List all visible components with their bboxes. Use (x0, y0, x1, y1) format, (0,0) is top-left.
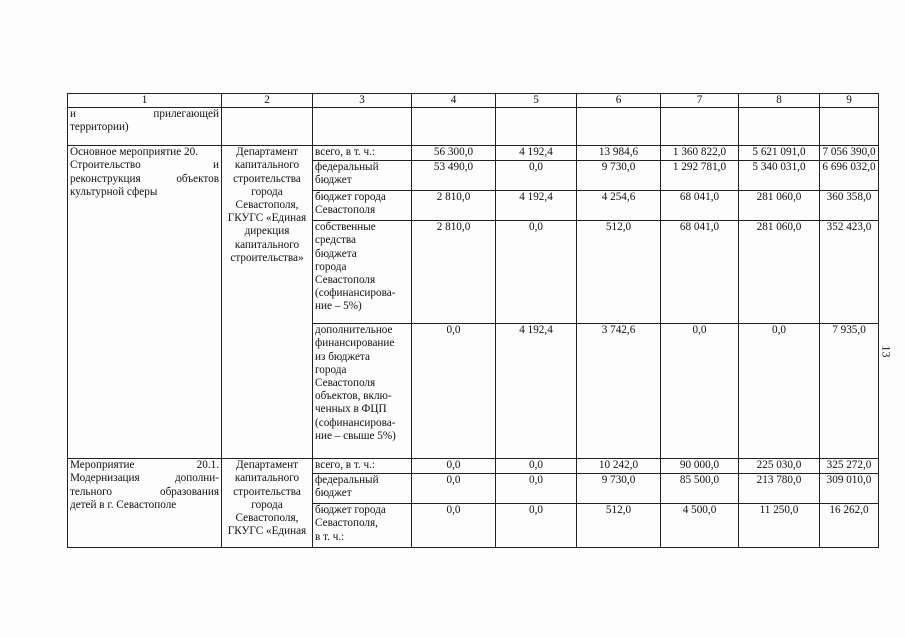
amount-cell: 0,0 (496, 504, 577, 548)
text-line: федеральный (315, 161, 379, 174)
text-line: дополнительное (315, 324, 393, 337)
amount-cell: 0,0 (496, 459, 577, 474)
text-line: бюджет (315, 174, 352, 187)
amount-cell: 68 041,0 (661, 191, 739, 221)
column-number-row (68, 94, 879, 108)
name-line (70, 159, 219, 172)
text-line: капитального (234, 159, 300, 172)
financing-table (67, 93, 879, 548)
text-line: города (251, 498, 283, 511)
name-word: объектов (176, 172, 219, 185)
funding-source-cell (313, 504, 412, 548)
text-line: культурной сферы (70, 185, 158, 198)
text-line: (софинансирова- (315, 416, 396, 429)
amount-cell: 352 423,0 (820, 221, 879, 324)
amount-cell: 4 192,4 (496, 146, 577, 161)
name-line (70, 459, 219, 472)
amount-cell: 16 262,0 (820, 504, 879, 548)
funding-source-cell (313, 161, 412, 191)
amount-cell: 360 358,0 (820, 191, 879, 221)
continuation-name-cell (68, 108, 222, 146)
event-name-cell (68, 146, 222, 459)
col-header: 1 (68, 94, 222, 108)
amount-cell: 4 500,0 (661, 504, 739, 548)
text-line: ченных в ФЦП (315, 403, 387, 416)
text-line: Департамент (235, 459, 299, 472)
text-line: всего, в т. ч.: (315, 459, 376, 472)
name-word: Основное мероприятие 20. (70, 146, 198, 159)
col-header: 2 (222, 94, 313, 108)
col-header: 4 (412, 94, 496, 108)
amount-cell: 0,0 (496, 221, 577, 324)
amount-cell: 309 010,0 (820, 474, 879, 504)
text-line: ГКУГС «Единая (227, 212, 307, 225)
page-number: 13 (879, 345, 894, 358)
name-word: Строительство (70, 159, 141, 172)
text-line: бюджет (315, 487, 352, 500)
text-line: строительства» (230, 251, 304, 264)
name-word: 20.1. (196, 459, 219, 472)
table-row (68, 146, 879, 161)
funding-source-cell (313, 474, 412, 504)
text-line: детей в г. Севастополе (70, 498, 177, 511)
text-line: строительства (233, 485, 301, 498)
text-line: города (315, 260, 347, 273)
name-word: реконструкция (70, 172, 141, 185)
name-line (70, 472, 219, 485)
text-line: капитального (234, 238, 300, 251)
amount-cell: 213 780,0 (739, 474, 820, 504)
col-header: 5 (496, 94, 577, 108)
amount-cell: 13 984,6 (577, 146, 661, 161)
amount-cell: 325 272,0 (820, 459, 879, 474)
text-line: из бюджета (315, 350, 370, 363)
text-line: бюджет города (315, 191, 386, 204)
text-line: города (251, 185, 283, 198)
amount-cell: 4 192,4 (496, 191, 577, 221)
text-line: всего, в т. ч.: (315, 146, 376, 159)
text-line: ние – свыше 5%) (315, 429, 396, 442)
amount-cell: 53 490,0 (412, 161, 496, 191)
amount-cell: 10 242,0 (577, 459, 661, 474)
text-line: Департамент (235, 146, 299, 159)
amount-cell: 4 192,4 (496, 324, 577, 459)
amount-cell: 0,0 (412, 459, 496, 474)
text-line: объектов, вклю- (315, 390, 392, 403)
amount-cell: 9 730,0 (577, 161, 661, 191)
text-line: капитального (234, 472, 300, 485)
name-word: тельного (70, 485, 113, 498)
amount-cell: 0,0 (412, 324, 496, 459)
text-line: средства (315, 234, 357, 247)
amount-cell: 5 621 091,0 (739, 146, 820, 161)
amount-cell: 11 250,0 (739, 504, 820, 548)
text-line: дирекция (244, 225, 290, 238)
amount-cell: 512,0 (577, 504, 661, 548)
amount-cell: 0,0 (412, 474, 496, 504)
name-line (70, 146, 219, 159)
amount-cell: 2 810,0 (412, 221, 496, 324)
amount-cell: 1 292 781,0 (661, 161, 739, 191)
text-line: Севастополя, (235, 512, 299, 525)
name-word: и (213, 159, 219, 172)
text-line: федеральный (315, 474, 379, 487)
amount-cell: 5 340 031,0 (739, 161, 820, 191)
name-line: территории) (70, 121, 129, 134)
text-line: Севастополя (315, 377, 376, 390)
text-line: Севастополя (315, 274, 376, 287)
col-header: 7 (661, 94, 739, 108)
text-line: финансирование (315, 337, 395, 350)
funding-source-cell (313, 459, 412, 474)
text-line: (софинансирова- (315, 287, 396, 300)
col-header: 9 (820, 94, 879, 108)
amount-cell: 0,0 (496, 161, 577, 191)
amount-cell: 9 730,0 (577, 474, 661, 504)
text-line: строительства (233, 172, 301, 185)
amount-cell: 0,0 (739, 324, 820, 459)
amount-cell: 0,0 (496, 474, 577, 504)
name-line (70, 173, 219, 186)
text-line: ГКУГС «Единая (227, 525, 307, 538)
table-row (68, 459, 879, 474)
col-header: 3 (313, 94, 412, 108)
funding-source-cell (313, 191, 412, 221)
text-line: Севастополя, (235, 199, 299, 212)
funding-source-cell (313, 146, 412, 161)
event-name-cell (68, 459, 222, 548)
amount-cell: 56 300,0 (412, 146, 496, 161)
amount-cell: 1 360 822,0 (661, 146, 739, 161)
amount-cell: 512,0 (577, 221, 661, 324)
amount-cell: 6 696 032,0 (820, 161, 879, 191)
amount-cell: 3 742,6 (577, 324, 661, 459)
amount-cell: 7 056 390,0 (820, 146, 879, 161)
amount-cell: 90 000,0 (661, 459, 739, 474)
amount-cell: 68 041,0 (661, 221, 739, 324)
name-word: образования (159, 485, 219, 498)
amount-cell: 7 935,0 (820, 324, 879, 459)
name-word: Модернизация (70, 472, 140, 485)
executor-cell (222, 146, 313, 459)
name-word: и (70, 108, 76, 121)
amount-cell: 281 060,0 (739, 221, 820, 324)
continuation-row (68, 108, 879, 146)
amount-cell: 281 060,0 (739, 191, 820, 221)
text-line: города (315, 363, 347, 376)
amount-cell: 85 500,0 (661, 474, 739, 504)
name-word: Мероприятие (70, 459, 135, 472)
text-line: бюджет города (315, 504, 386, 517)
text-line: Севастополя, (315, 517, 378, 530)
amount-cell: 2 810,0 (412, 191, 496, 221)
name-word: дополни- (174, 472, 219, 485)
executor-cell (222, 459, 313, 548)
text-line: бюджета (315, 247, 357, 260)
text-line: ние – 5%) (315, 300, 362, 313)
amount-cell: 0,0 (661, 324, 739, 459)
amount-cell: 0,0 (412, 504, 496, 548)
amount-cell: 4 254,6 (577, 191, 661, 221)
name-word: прилегающей (153, 108, 219, 121)
col-header: 8 (739, 94, 820, 108)
funding-source-cell (313, 221, 412, 324)
col-header: 6 (577, 94, 661, 108)
funding-source-cell (313, 324, 412, 459)
name-line (70, 486, 219, 499)
text-line: в т. ч.: (315, 530, 345, 543)
amount-cell: 225 030,0 (739, 459, 820, 474)
text-line: Севастополя (315, 204, 376, 217)
text-line: собственные (315, 221, 376, 234)
